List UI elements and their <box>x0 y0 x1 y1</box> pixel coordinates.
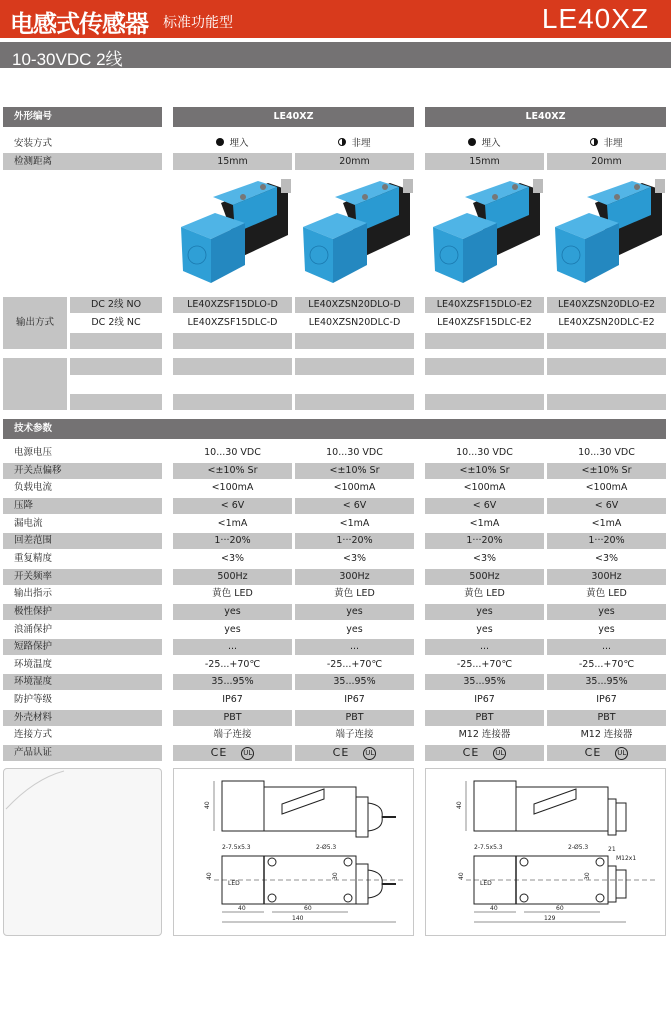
filled-circle-icon <box>468 138 476 146</box>
spec-value: ... <box>547 639 666 655</box>
spec-value: yes <box>476 624 493 635</box>
spec-value: <1mA <box>469 518 500 529</box>
spec-value: -25...+70℃ <box>578 659 635 670</box>
spec-value: 35...95% <box>547 674 666 690</box>
empty-cell <box>173 333 292 349</box>
mount-type <box>295 135 414 152</box>
group-header: LE40XZ <box>425 107 666 127</box>
model-nc: LE40XZSN20DLC-E2 <box>558 317 655 328</box>
spec-value: M12 连接器 <box>580 729 633 740</box>
spec-value: IP67 <box>344 694 365 705</box>
output-label: 输出方式 <box>3 297 67 349</box>
empty-cell <box>547 394 666 410</box>
spec-value: <3% <box>472 553 497 564</box>
spec-label: 电源电压 <box>14 447 53 458</box>
spec-value: -25...+70℃ <box>456 659 513 670</box>
cert-marks <box>425 745 544 761</box>
empty-cell <box>425 394 544 410</box>
mount-type <box>173 135 292 152</box>
half-circle-icon <box>590 138 598 146</box>
spec-value: <100mA <box>463 482 506 493</box>
spec-value: yes <box>598 624 615 635</box>
spec-value: < 6V <box>173 498 292 514</box>
spec-value: ... <box>295 639 414 655</box>
empty-cell <box>547 333 666 349</box>
ce-mark: CE <box>210 746 228 759</box>
spec-value: 黄色 LED <box>212 588 253 599</box>
empty-cell <box>425 358 544 375</box>
spec-value: 500Hz <box>425 569 544 585</box>
led-label: LED <box>228 880 240 887</box>
spec-value: <100mA <box>333 482 376 493</box>
height-dim: 40 <box>204 801 211 809</box>
dim-1: 40 <box>238 905 246 912</box>
spec-value: 1···20% <box>547 533 666 549</box>
spec-value: 300Hz <box>295 569 414 585</box>
filled-circle-icon <box>216 138 224 146</box>
angle-dim: 21 <box>608 846 616 853</box>
model-no: LE40XZSN20DLO-E2 <box>547 297 666 313</box>
empty-cell <box>547 358 666 375</box>
cert-marks <box>547 745 666 761</box>
page-subtitle: 标准功能型 <box>163 15 233 31</box>
dim-1: 40 <box>490 905 498 912</box>
distance-label: 检测距离 <box>3 153 162 170</box>
group-header: LE40XZ <box>173 107 414 127</box>
spec-value: yes <box>547 604 666 620</box>
spec-value: 1···20% <box>425 533 544 549</box>
output-type-no: DC 2线 NO <box>70 297 162 313</box>
dimension-drawing <box>425 768 666 936</box>
spec-value: IP67 <box>474 694 495 705</box>
empty-drawing-panel <box>3 768 162 936</box>
cert-marks <box>295 745 414 761</box>
empty-cell <box>295 358 414 375</box>
mount-type <box>547 135 666 152</box>
mount-text: 非埋 <box>351 138 371 149</box>
hole-dim: 2-Ø5.3 <box>316 844 337 851</box>
spec-label: 开关频率 <box>3 569 162 585</box>
spec-label: 产品认证 <box>3 745 162 761</box>
sensor-image <box>173 175 292 290</box>
sensing-distance: 20mm <box>295 153 414 170</box>
spec-value: 300Hz <box>547 569 666 585</box>
slot-dim: 2-7.5x5.3 <box>222 844 251 851</box>
total-length-dim: 129 <box>544 915 556 922</box>
spec-value: <1mA <box>339 518 370 529</box>
spec-label: 压降 <box>3 498 162 514</box>
spec-label: 回差范围 <box>3 533 162 549</box>
model-no: LE40XZSN20DLO-D <box>295 297 414 313</box>
spec-value: yes <box>346 624 363 635</box>
spec-value: 500Hz <box>173 569 292 585</box>
spec-value: < 6V <box>295 498 414 514</box>
spec-value: 35...95% <box>295 674 414 690</box>
model-nc: LE40XZSF15DLC-E2 <box>437 317 532 328</box>
spec-value: <±10% Sr <box>173 463 292 479</box>
spec-value: yes <box>425 604 544 620</box>
page-title: 电感式传感器 <box>10 10 148 38</box>
mount-label: 安装方式 <box>14 138 53 149</box>
spec-value: <100mA <box>211 482 254 493</box>
spec-value: 10...30 VDC <box>204 447 261 458</box>
spec-value: PBT <box>173 710 292 726</box>
spec-label: 负载电流 <box>14 482 53 493</box>
spec-value: IP67 <box>222 694 243 705</box>
spec-label: 环境温度 <box>14 659 53 670</box>
sensing-distance: 15mm <box>425 153 544 170</box>
model-no: LE40XZSF15DLO-E2 <box>425 297 544 313</box>
led-label: LED <box>480 880 492 887</box>
empty-cell <box>295 394 414 410</box>
spec-value: yes <box>295 604 414 620</box>
spec-value: ... <box>425 639 544 655</box>
spec-value: ... <box>173 639 292 655</box>
model-title: LE40XZ <box>541 3 649 34</box>
spec-value: 10...30 VDC <box>326 447 383 458</box>
empty-cell <box>70 394 162 410</box>
spec-label: 防护等级 <box>14 694 53 705</box>
width-dim: 40 <box>206 872 213 880</box>
ce-mark: CE <box>332 746 350 759</box>
spec-section-header: 技术参数 <box>3 419 666 439</box>
empty-cell <box>295 333 414 349</box>
spec-value: IP67 <box>596 694 617 705</box>
spec-value: PBT <box>547 710 666 726</box>
spec-label: 外壳材料 <box>3 710 162 726</box>
sensing-distance: 15mm <box>173 153 292 170</box>
shape-label: 外形编号 <box>3 107 162 127</box>
sensor-image <box>295 175 414 290</box>
spec-value: 35...95% <box>425 674 544 690</box>
spec-value: 1···20% <box>295 533 414 549</box>
ul-mark: UL <box>615 747 628 760</box>
cert-marks <box>173 745 292 761</box>
total-length-dim: 140 <box>292 915 304 922</box>
model-no: LE40XZSF15DLO-D <box>173 297 292 313</box>
output-type-nc: DC 2线 NC <box>91 317 141 328</box>
spec-value: 端子连接 <box>213 729 252 740</box>
spec-value: PBT <box>295 710 414 726</box>
hole-dim: 2-Ø5.3 <box>568 844 589 851</box>
empty-cell <box>173 358 292 375</box>
spec-value: M12 连接器 <box>458 729 511 740</box>
spec-value: <3% <box>342 553 367 564</box>
dim-2: 60 <box>304 905 312 912</box>
sensor-image <box>547 175 666 290</box>
spec-value: <1mA <box>217 518 248 529</box>
spec-value: <3% <box>594 553 619 564</box>
spec-value: <±10% Sr <box>425 463 544 479</box>
spec-value: <3% <box>220 553 245 564</box>
empty-cell <box>70 333 162 349</box>
ce-mark: CE <box>462 746 480 759</box>
sensing-distance: 20mm <box>547 153 666 170</box>
height-dim: 40 <box>456 801 463 809</box>
spec-value: 端子连接 <box>335 729 374 740</box>
voltage-band: 10-30VDC 2线 <box>0 42 671 68</box>
spec-label: 连接方式 <box>14 729 53 740</box>
spec-value: -25...+70℃ <box>204 659 261 670</box>
pitch-dim: 30 <box>584 872 591 880</box>
spec-value: <±10% Sr <box>295 463 414 479</box>
spec-label: 环境湿度 <box>3 674 162 690</box>
spec-value: <1mA <box>591 518 622 529</box>
dimension-drawing <box>173 768 414 936</box>
spec-value: <100mA <box>585 482 628 493</box>
model-nc: LE40XZSF15DLC-D <box>187 317 278 328</box>
spec-label: 漏电流 <box>14 518 43 529</box>
spec-value: 黄色 LED <box>464 588 505 599</box>
spec-label: 极性保护 <box>3 604 162 620</box>
thread-dim: M12x1 <box>616 855 637 862</box>
width-dim: 40 <box>458 872 465 880</box>
ce-mark: CE <box>584 746 602 759</box>
mount-text: 非埋 <box>603 138 623 149</box>
dim-2: 60 <box>556 905 564 912</box>
spec-value: yes <box>173 604 292 620</box>
spec-value: -25...+70℃ <box>326 659 383 670</box>
ul-mark: UL <box>493 747 506 760</box>
spec-value: 1···20% <box>173 533 292 549</box>
spec-value: 10...30 VDC <box>456 447 513 458</box>
spec-value: 10...30 VDC <box>578 447 635 458</box>
mount-type <box>425 135 544 152</box>
spec-value: PBT <box>425 710 544 726</box>
empty-cell <box>70 358 162 375</box>
empty-cell <box>173 394 292 410</box>
spec-value: 黄色 LED <box>334 588 375 599</box>
spec-label: 短路保护 <box>3 639 162 655</box>
sensor-image <box>425 175 544 290</box>
page-header <box>0 0 671 38</box>
spec-value: < 6V <box>547 498 666 514</box>
spec-label: 浪涌保护 <box>14 624 53 635</box>
spec-value: 黄色 LED <box>586 588 627 599</box>
mount-text: 埋入 <box>481 138 501 149</box>
ul-mark: UL <box>363 747 376 760</box>
slot-dim: 2-7.5x5.3 <box>474 844 503 851</box>
spec-value: < 6V <box>425 498 544 514</box>
mount-text: 埋入 <box>229 138 249 149</box>
spec-label: 重复精度 <box>14 553 53 564</box>
empty-label <box>3 358 67 410</box>
spec-value: <±10% Sr <box>547 463 666 479</box>
pitch-dim: 30 <box>332 872 339 880</box>
ul-mark: UL <box>241 747 254 760</box>
half-circle-icon <box>338 138 346 146</box>
spec-value: yes <box>224 624 241 635</box>
spec-value: 35...95% <box>173 674 292 690</box>
empty-cell <box>425 333 544 349</box>
spec-label: 开关点偏移 <box>3 463 162 479</box>
model-nc: LE40XZSN20DLC-D <box>308 317 401 328</box>
spec-label: 输出指示 <box>14 588 53 599</box>
